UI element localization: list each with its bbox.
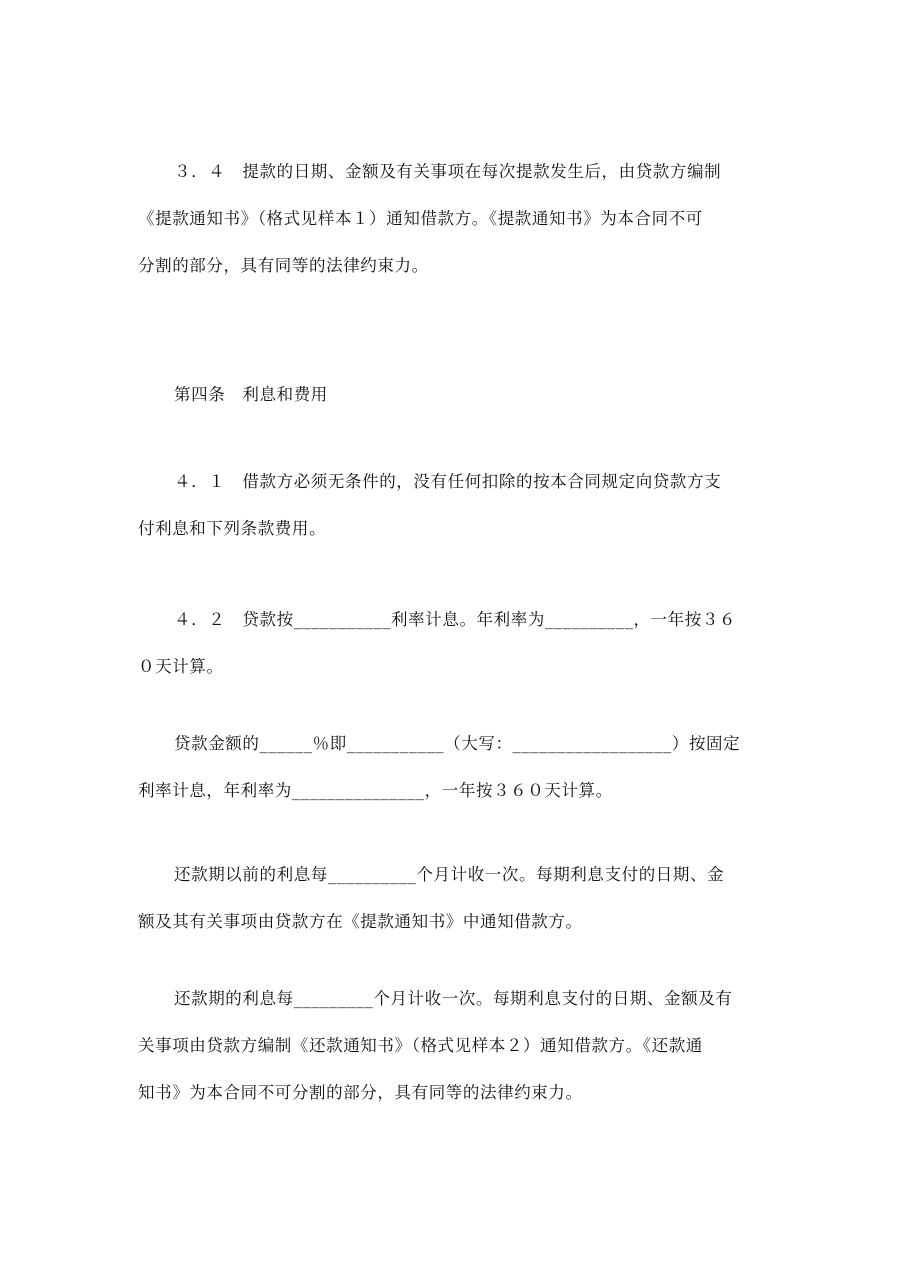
repayment-line-2: 关事项由贷款方编制《还款通知书》（格式见样本２）通知借款方。《还款通 xyxy=(138,1036,703,1055)
clause-4-1-line-2: 付利息和下列条款费用。 xyxy=(138,519,327,538)
clause-3-4-line-2: 《提款通知书》（格式见样本１）通知借款方。《提款通知书》为本合同不可 xyxy=(138,209,703,228)
clause-4-1-line-1: ４．１ 借款方必须无条件的，没有任何扣除的按本合同规定向贷款方支 xyxy=(174,472,722,491)
article-4-heading: 第四条 利息和费用 xyxy=(174,385,328,404)
clause-4-2-line-1: ４．２ 贷款按___________利率计息。年利率为__________，一年按３６ xyxy=(174,610,737,629)
pre-repayment-line-2: 额及其有关事项由贷款方在《提款通知书》中通知借款方。 xyxy=(138,912,583,931)
fixed-rate-paragraph xyxy=(138,720,778,814)
repayment-line-1: 还款期的利息每_________个月计收一次。每期利息支付的日期、金额及有 xyxy=(174,989,733,1008)
pre-repayment-line-1: 还款期以前的利息每__________个月计收一次。每期利息支付的日期、金 xyxy=(174,865,725,884)
pre-repayment-interest-paragraph xyxy=(138,851,778,945)
clause-3-4-line-1: ３．４ 提款的日期、金额及有关事项在每次提款发生后，由贷款方编制 xyxy=(174,162,722,181)
clause-4-1 xyxy=(138,458,778,552)
clause-3-4 xyxy=(138,148,778,289)
fixed-rate-line-1: 贷款金额的______％即___________（大写：__________________）按固定 xyxy=(174,734,741,753)
repayment-line-3: 知书》为本合同不可分割的部分，具有同等的法律约束力。 xyxy=(138,1083,583,1102)
fixed-rate-line-2: 利率计息，年利率为_______________，一年按３６０天计算。 xyxy=(138,781,613,800)
clause-4-2-line-2: ０天计算。 xyxy=(138,657,224,676)
clause-4-2 xyxy=(138,596,778,690)
repayment-interest-paragraph xyxy=(138,975,778,1116)
clause-3-4-line-3: 分割的部分，具有同等的法律约束力。 xyxy=(138,256,429,275)
